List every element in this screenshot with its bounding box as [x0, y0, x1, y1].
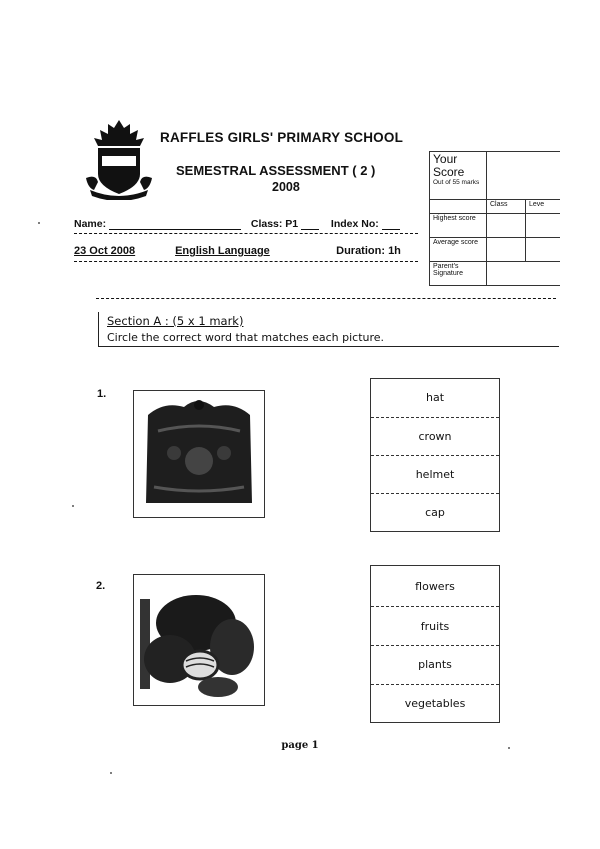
- parent-signature-field[interactable]: [487, 262, 561, 286]
- exam-subject: English Language: [175, 245, 270, 257]
- parent-signature-label: Parent's Signature: [430, 262, 487, 286]
- your-score-label: Your Score: [433, 152, 465, 179]
- option-divider: [371, 684, 499, 685]
- option-fruits[interactable]: fruits: [420, 620, 450, 633]
- option-divider: [371, 606, 499, 607]
- question-2-picture: [133, 574, 265, 706]
- scan-speck: [508, 747, 510, 749]
- section-instruction: Circle the correct word that matches each picture.: [107, 331, 385, 344]
- exam-info-row: [74, 245, 419, 257]
- exam-date: 23 Oct 2008: [74, 245, 136, 257]
- score-entry-cell[interactable]: [487, 152, 561, 200]
- option-vegetables[interactable]: vegetables: [404, 697, 466, 710]
- highest-class-cell: [487, 214, 526, 238]
- highest-level-cell: [526, 214, 561, 238]
- exam-duration: Duration: 1h: [336, 245, 401, 257]
- question-1-options: [370, 378, 500, 532]
- option-helmet[interactable]: helmet: [415, 468, 455, 481]
- option-divider: [371, 455, 499, 456]
- option-cap[interactable]: cap: [425, 506, 445, 519]
- name-field[interactable]: [109, 218, 241, 230]
- option-crown[interactable]: crown: [418, 430, 452, 443]
- out-of-label: Out of 55 marks: [433, 179, 480, 186]
- highest-score-label: Highest score: [430, 214, 487, 238]
- option-divider: [371, 645, 499, 646]
- question-1-picture: [133, 390, 265, 518]
- class-field[interactable]: [301, 218, 319, 230]
- crown-image: [134, 391, 264, 517]
- scan-speck: [110, 772, 112, 774]
- index-field[interactable]: [382, 218, 400, 230]
- section-title: Section A : (5 x 1 mark): [107, 314, 244, 328]
- fruits-image: [134, 575, 264, 705]
- your-score-cell: [430, 152, 487, 200]
- school-name: RAFFLES GIRLS' PRIMARY SCHOOL: [160, 130, 404, 145]
- question-2-number: 2.: [96, 580, 106, 592]
- assessment-title: SEMESTRAL ASSESSMENT ( 2 ): [176, 163, 376, 178]
- name-label: Name:: [74, 218, 107, 230]
- page-number: page 1: [281, 740, 319, 751]
- option-plants[interactable]: plants: [418, 658, 452, 671]
- score-table: [429, 151, 560, 286]
- option-hat[interactable]: hat: [425, 391, 445, 404]
- student-info-row: [74, 218, 419, 230]
- average-class-cell: [487, 238, 526, 262]
- option-divider: [371, 493, 499, 494]
- question-1-number: 1.: [97, 388, 107, 400]
- class-column-header: Class: [487, 200, 526, 214]
- school-crest-logo: [84, 116, 154, 200]
- divider-line: [74, 261, 418, 262]
- divider-line: [74, 233, 418, 234]
- average-level-cell: [526, 238, 561, 262]
- section-a-box: [98, 312, 559, 347]
- option-divider: [371, 417, 499, 418]
- average-score-label: Average score: [430, 238, 487, 262]
- option-flowers[interactable]: flowers: [415, 580, 455, 593]
- divider-line: [96, 298, 556, 299]
- index-label: Index No:: [330, 218, 379, 230]
- level-column-header: Leve: [526, 200, 561, 214]
- scan-speck: [38, 222, 40, 224]
- scan-speck: [72, 505, 74, 507]
- question-2-options: [370, 565, 500, 723]
- class-label: Class: P1: [250, 218, 299, 230]
- assessment-year: 2008: [272, 180, 300, 194]
